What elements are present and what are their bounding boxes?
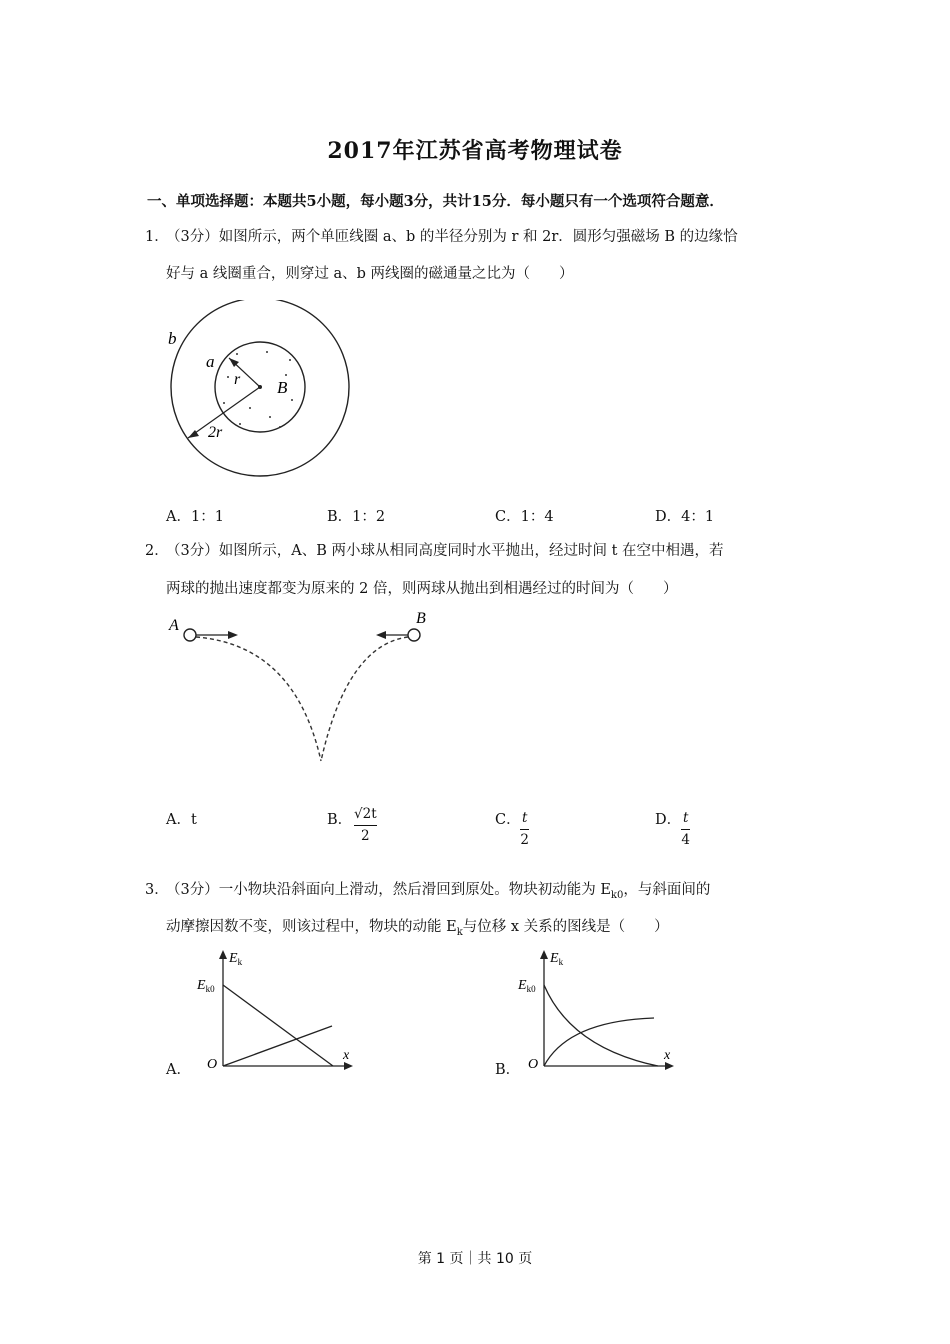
page-title: 2017年江苏省高考物理试卷: [327, 138, 623, 164]
section-heading: 一、单项选择题：本题共5小题，每小题3分，共计15分．每小题只有一个选项符合题意．: [147, 193, 724, 210]
q2-option-d-numerator: t: [681, 812, 690, 830]
label-r: r: [234, 371, 241, 388]
question-3-line1: [166, 878, 710, 901]
q2-option-c-denominator: 2: [520, 831, 530, 848]
question-2-figure: [160, 605, 440, 770]
q1-option-d: [655, 505, 714, 526]
label-2r: 2r: [208, 424, 223, 441]
q2-option-c-fraction: [520, 812, 529, 847]
q2-option-b-t: t: [371, 806, 377, 822]
graph-a-x-label: x: [343, 1048, 350, 1063]
question-3-number: 3．: [145, 882, 169, 898]
q1-option-a-text: 1：1: [190, 509, 224, 525]
question-1-figure: [160, 300, 360, 480]
question-3-line2-sub: k: [456, 926, 463, 938]
graph-a-origin-label: O: [207, 1057, 218, 1072]
ball-a: [184, 629, 196, 641]
q3-graph-b: [516, 948, 686, 1073]
question-2-line1: （3分）如图所示，A、B 两小球从相同高度同时水平抛出，经过时间 t 在空中相遇，若: [166, 543, 724, 559]
q2-option-a-letter: A．: [166, 812, 191, 828]
question-1-line1: （3分）如图所示，两个单匝线圈 a、b 的半径分别为 r 和 2r．圆形匀强磁场 B 的边缘恰: [166, 229, 738, 245]
question-3-line2-b: 与位移 x 关系的图线是（ ）: [462, 919, 669, 935]
q1-option-b: [327, 505, 385, 526]
q1-option-c-text: 1：4: [520, 509, 554, 525]
q3-graph-a: [195, 948, 365, 1073]
trajectory-a: [196, 637, 321, 761]
question-3-line1-text: （3分）一小物块沿斜面向上滑动，然后滑回到原处。物块初动能为 E: [166, 882, 611, 898]
q1-option-c: [495, 505, 554, 526]
question-2-number: 2．: [145, 543, 169, 559]
graph-b-x-arrow: [665, 1062, 674, 1070]
graph-a-y-arrow: [219, 950, 227, 959]
q2-option-d-letter: D．: [655, 812, 682, 828]
label-a: a: [206, 352, 215, 371]
graph-a-x-arrow: [344, 1062, 353, 1070]
label-b: b: [168, 329, 177, 348]
q1-option-d-text: 4：1: [681, 509, 715, 525]
q2-option-b-denominator: 2: [361, 827, 370, 844]
question-3-line1-tail: ，与斜面间的: [623, 882, 711, 898]
question-1-line2: 好与 a 线圈重合，则穿过 a、b 两线圈的磁通量之比为（ ）: [166, 266, 574, 282]
q2-option-b-numerator: [354, 808, 377, 826]
question-1-number: 1．: [145, 229, 169, 245]
q2-option-a: [166, 808, 197, 829]
graph-b-ek0-label: $E_{k0}$: [518, 978, 536, 994]
q1-option-b-letter: B．: [327, 509, 353, 525]
q2-option-a-text: t: [190, 812, 197, 828]
q1-option-a-letter: A．: [166, 509, 191, 525]
graph-a-increasing-line: [223, 1026, 332, 1066]
question-3-line1-sub: k0: [610, 889, 624, 901]
q1-option-a: [166, 505, 224, 526]
graph-b-y-label: $E_k$: [550, 951, 564, 967]
q1-option-c-letter: C．: [495, 509, 521, 525]
graph-a-y-label: $E_k$: [229, 951, 243, 967]
q2-option-b-letter: B．: [327, 812, 353, 828]
label-A: A: [169, 617, 179, 634]
velocity-a-arrow: [228, 631, 238, 639]
ball-b: [408, 629, 420, 641]
q2-option-d-denominator: 4: [681, 831, 691, 848]
question-2-line2: 两球的抛出速度都变为原来的 2 倍，则两球从抛出到相遇经过的时间为（ ）: [166, 581, 678, 597]
q1-option-d-letter: D．: [655, 509, 682, 525]
q2-option-c-letter: C．: [495, 812, 521, 828]
q3-option-a-letter: A．: [166, 1062, 191, 1078]
graph-a-ek0-label: $E_{k0}$: [197, 978, 215, 994]
graph-a-decreasing-line: [223, 985, 333, 1066]
trajectory-b: [321, 637, 408, 761]
velocity-b-arrow: [376, 631, 386, 639]
graph-b-y-arrow: [540, 950, 548, 959]
q1-option-b-text: 1：2: [352, 509, 386, 525]
label-B: B: [277, 378, 288, 397]
graph-b-origin-label: O: [528, 1057, 539, 1072]
q2-option-b-radical: √2: [354, 806, 372, 822]
graph-b-increasing-curve: [544, 1018, 654, 1066]
q3-option-b-letter: B．: [495, 1062, 521, 1078]
label-B-ball: B: [416, 610, 426, 627]
q2-option-b-fraction: [354, 808, 377, 843]
question-3-line2: [166, 915, 669, 938]
page-footer: 第 1 页｜共 10 页: [417, 1251, 533, 1267]
q2-option-d-fraction: [681, 812, 690, 847]
q2-option-c-numerator: t: [520, 812, 529, 830]
graph-b-x-label: x: [664, 1048, 671, 1063]
question-3-line2-a: 动摩擦因数不变，则该过程中，物块的动能 E: [166, 919, 457, 935]
